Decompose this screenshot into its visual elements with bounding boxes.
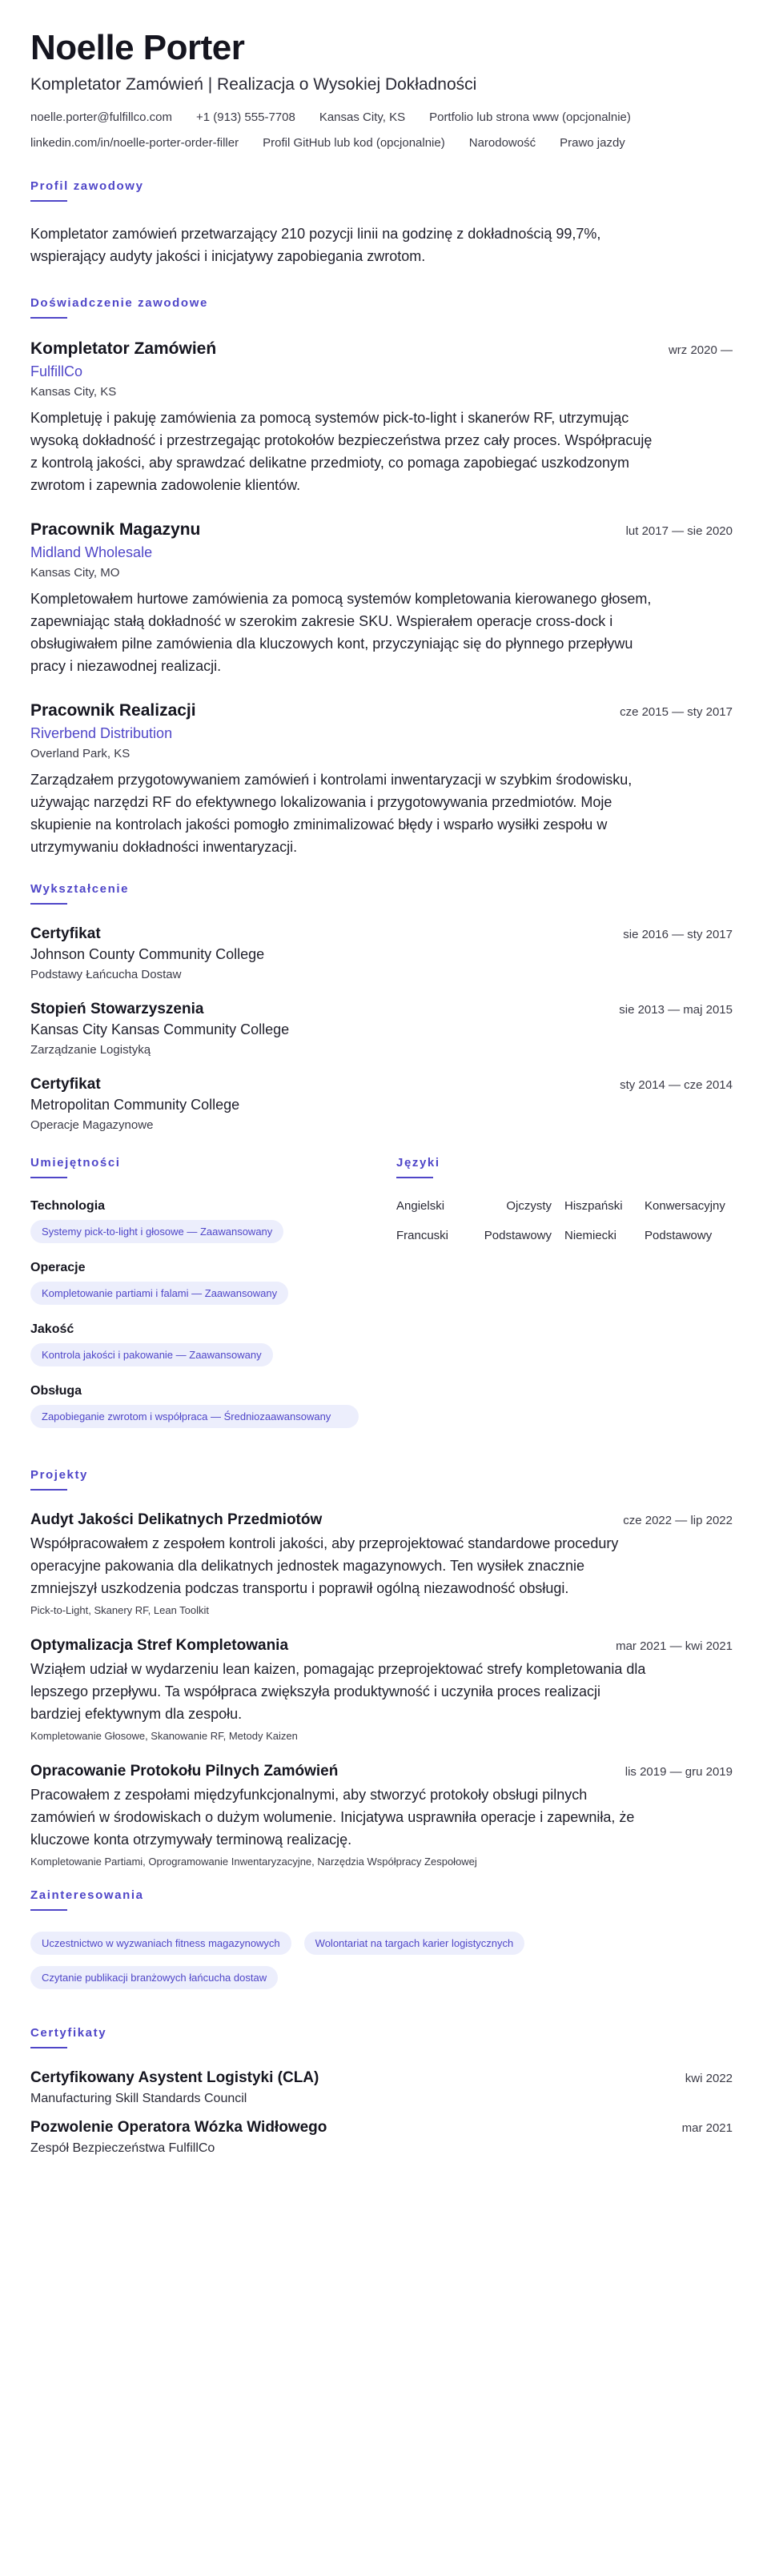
- section-title: Języki: [396, 1156, 440, 1170]
- job-description: Zarządzałem przygotowywaniem zamówień i kontrolami inwentaryzacji w szybkim środowisku, używając narzędzi RF do efektywnego lokalizowania i przygotowywania przedmiotów. Moje skupienie na kontrolach jakości pomogło zminimalizować błędy i wsparło wysiłki zespołu w utrzymywaniu dokładności inwentaryzacji.: [30, 772, 632, 856]
- interest-chip: Wolontariat na targach karier logistycznych: [304, 1932, 525, 1955]
- job-location: Overland Park, KS: [30, 747, 131, 761]
- summary-text: Kompletator zamówień przetwarzający 210 pozycji linii na godzinę z dokładnością 99,7%, wspierający audyty jakości i inicjatywy zapobiegania zwrotom.: [30, 226, 601, 265]
- project-name: Optymalizacja Stref Kompletowania: [30, 1637, 289, 1655]
- school-name: Kansas City Kansas Community College: [30, 1021, 290, 1038]
- skill-chip: Kompletowanie partiami i falami — Zaawansowany: [30, 1282, 288, 1305]
- company-name: FulfillCo: [30, 363, 83, 380]
- job-dates: cze 2015 — sty 2017: [620, 705, 733, 720]
- contact-linkedin[interactable]: linkedin.com/in/noelle-porter-order-filler: [30, 136, 239, 150]
- education-dates: sie 2013 — maj 2015: [619, 1003, 733, 1017]
- contact-phone[interactable]: +1 (913) 555-7708: [195, 110, 295, 125]
- interest-list: [30, 1932, 735, 2000]
- project-name: Opracowanie Protokołu Pilnych Zamówień: [30, 1763, 339, 1780]
- projects-section: [30, 1468, 733, 1868]
- section-divider: [30, 903, 67, 905]
- language-level: Podstawowy: [484, 1229, 552, 1243]
- job-description: Kompletowałem hurtowe zamówienia za pomocą systemów kompletowania kierowanego głosem, zapewniając stałą dokładność w szerokim zakresie SKU. Wspierałem operacje cross-dock i obsługiwałem pilne zamówienia dla kluczowych kont, przyczyniając się do płynnego przepływu pracy i niezawodnej realizacji.: [30, 591, 652, 675]
- certification-item: [30, 2069, 733, 2106]
- headline: Kompletator Zamówień | Realizacja o Wysokiej Dokładności: [30, 75, 477, 94]
- language-name: Niemiecki: [564, 1229, 617, 1243]
- job-dates: lut 2017 — sie 2020: [625, 524, 733, 539]
- job-title: Pracownik Magazynu: [30, 520, 201, 540]
- project-description: Współpracowałem z zespołem kontroli jakości, aby przeprojektować standardowe procedury operacyjne pakowania dla delikatnych jednostek magazynowych. Ten wysiłek znacznie zmniejszył uszkodzenia podczas transportu i poprawił ogólną niezawodność obsługi.: [30, 1535, 619, 1597]
- project-tools: Kompletowanie Partiami, Oprogramowanie Inwentaryzacyjne, Narzędzia Współpracy Zespołowej: [30, 1856, 477, 1868]
- project-tools: Pick-to-Light, Skanery RF, Lean Toolkit: [30, 1604, 210, 1617]
- certification-name: Certyfikowany Asystent Logistyki (CLA): [30, 2069, 319, 2087]
- language-name: Francuski: [396, 1229, 449, 1243]
- section-divider: [30, 200, 67, 202]
- experience-item: [30, 520, 733, 677]
- resume-header: [30, 29, 733, 162]
- education-dates: sie 2016 — sty 2017: [623, 928, 733, 942]
- experience-item: [30, 701, 733, 858]
- languages-section: [396, 1156, 733, 1446]
- project-dates: lis 2019 — gru 2019: [624, 1765, 733, 1780]
- skill-group: [30, 1261, 374, 1305]
- skill-chip: Systemy pick-to-light i głosowe — Zaawansowany: [30, 1220, 283, 1243]
- education-dates: sty 2014 — cze 2014: [620, 1078, 733, 1093]
- degree: Stopień Stowarzyszenia: [30, 1001, 204, 1018]
- project-item: [30, 1637, 733, 1742]
- section-title: Projekty: [30, 1468, 88, 1483]
- certification-date: kwi 2022: [685, 2072, 733, 2086]
- project-name: Audyt Jakości Delikatnych Przedmiotów: [30, 1511, 323, 1529]
- certification-item: [30, 2119, 733, 2156]
- skill-category: Operacje: [30, 1261, 86, 1275]
- job-dates: wrz 2020 —: [668, 343, 733, 358]
- field-of-study: Operacje Magazynowe: [30, 1118, 154, 1133]
- certification-date: mar 2021: [681, 2121, 733, 2136]
- education-item: [30, 1001, 733, 1057]
- company-name: Riverbend Distribution: [30, 725, 173, 742]
- section-title: Doświadczenie zawodowe: [30, 296, 208, 311]
- section-divider: [30, 317, 67, 319]
- language-level: Podstawowy: [645, 1229, 713, 1243]
- skills-languages-row: [30, 1156, 733, 1446]
- section-title: Umiejętności: [30, 1156, 121, 1170]
- skill-category: Technologia: [30, 1199, 106, 1214]
- school-name: Metropolitan Community College: [30, 1097, 240, 1113]
- skill-group: [30, 1384, 374, 1428]
- skill-category: Obsługa: [30, 1384, 82, 1398]
- certifications-section: [30, 2026, 733, 2156]
- contact-info: [30, 110, 733, 162]
- degree: Certyfikat: [30, 1076, 101, 1093]
- school-name: Johnson County Community College: [30, 946, 265, 963]
- contact-nationality: Narodowość: [468, 136, 536, 150]
- language-name: Angielski: [396, 1199, 445, 1214]
- project-item: [30, 1511, 733, 1616]
- project-item: [30, 1763, 733, 1868]
- section-title: Certyfikaty: [30, 2026, 107, 2040]
- contact-github[interactable]: Profil GitHub lub kod (opcjonalnie): [263, 136, 445, 150]
- skill-chip: Kontrola jakości i pakowanie — Zaawansowany: [30, 1343, 273, 1366]
- project-dates: cze 2022 — lip 2022: [623, 1514, 733, 1528]
- section-divider: [30, 1909, 67, 1911]
- interest-chip: Czytanie publikacji branżowych łańcucha dostaw: [30, 1966, 278, 1989]
- person-name: Noelle Porter: [30, 28, 245, 67]
- language-level: Ojczysty: [506, 1199, 552, 1214]
- summary-section: [30, 179, 733, 267]
- degree: Certyfikat: [30, 925, 101, 943]
- certification-name: Pozwolenie Operatora Wózka Widłowego: [30, 2119, 327, 2137]
- skill-category: Jakość: [30, 1322, 74, 1337]
- section-divider: [396, 1177, 433, 1178]
- company-name: Midland Wholesale: [30, 544, 153, 561]
- contact-email[interactable]: noelle.porter@fulfillco.com: [30, 110, 172, 125]
- contact-driving-license: Prawo jazdy: [560, 136, 625, 150]
- section-title: Profil zawodowy: [30, 179, 144, 194]
- education-item: [30, 1076, 733, 1132]
- skill-group: [30, 1199, 374, 1243]
- section-divider: [30, 1177, 67, 1178]
- education-item: [30, 925, 733, 981]
- job-title: Pracownik Realizacji: [30, 701, 196, 720]
- experience-item: [30, 339, 733, 496]
- section-divider: [30, 2047, 67, 2048]
- job-location: Kansas City, KS: [30, 385, 117, 399]
- job-title: Kompletator Zamówień: [30, 339, 217, 359]
- contact-portfolio[interactable]: Portfolio lub strona www (opcjonalnie): [429, 110, 631, 125]
- interests-section: [30, 1888, 733, 2000]
- field-of-study: Podstawy Łańcucha Dostaw: [30, 968, 182, 982]
- section-title: Wykształcenie: [30, 882, 130, 897]
- certification-issuer: Zespół Bezpieczeństwa FulfillCo: [30, 2141, 215, 2156]
- section-divider: [30, 1489, 67, 1491]
- job-location: Kansas City, MO: [30, 566, 120, 580]
- skill-group: [30, 1322, 374, 1366]
- language-row: [396, 1199, 733, 1213]
- skill-chip: Zapobieganie zwrotom i współpraca — Średniozaawansowany: [30, 1405, 359, 1428]
- project-dates: mar 2021 — kwi 2021: [616, 1639, 733, 1654]
- field-of-study: Zarządzanie Logistyką: [30, 1043, 151, 1057]
- project-description: Pracowałem z zespołami międzyfunkcjonalnymi, aby stworzyć protokoły obsługi pilnych zamówień w środowiskach o dużym wolumenie. Inicjatywa usprawniła operacje i zapewniła, że kluczowe konta otrzymywały terminową realizację.: [30, 1787, 635, 1848]
- job-description: Kompletuję i pakuję zamówienia za pomocą systemów pick-to-light i skanerów RF, utrzymując wysoką dokładność i przestrzegając protokołów bezpieczeństwa przez cały proces. Współpracuję z kontrolą jakości, aby sprawdzać delikatne przedmioty, co pomaga zapobiegać uszkodzonym zwrotom i zapewnia zadowolenie klientów.: [30, 410, 653, 494]
- project-tools: Kompletowanie Głosowe, Skanowanie RF, Metody Kaizen: [30, 1730, 298, 1743]
- certification-issuer: Manufacturing Skill Standards Council: [30, 2092, 247, 2106]
- contact-location: Kansas City, KS: [319, 110, 406, 125]
- language-level: Konwersacyjny: [645, 1199, 725, 1214]
- language-name: Hiszpański: [564, 1199, 623, 1214]
- education-section: [30, 882, 733, 1132]
- project-description: Wziąłem udział w wydarzeniu lean kaizen, pomagając przeprojektować strefy kompletowania dla lepszego przepływu. Ta współpraca zwiększyła produktywność i uczyniła proces realizacji bardziej efektywnym dla zespołu.: [30, 1661, 646, 1723]
- section-title: Zainteresowania: [30, 1888, 144, 1903]
- skills-section: [30, 1156, 374, 1446]
- experience-section: [30, 296, 733, 858]
- interest-chip: Uczestnictwo w wyzwaniach fitness magazynowych: [30, 1932, 291, 1955]
- language-row: [396, 1229, 733, 1242]
